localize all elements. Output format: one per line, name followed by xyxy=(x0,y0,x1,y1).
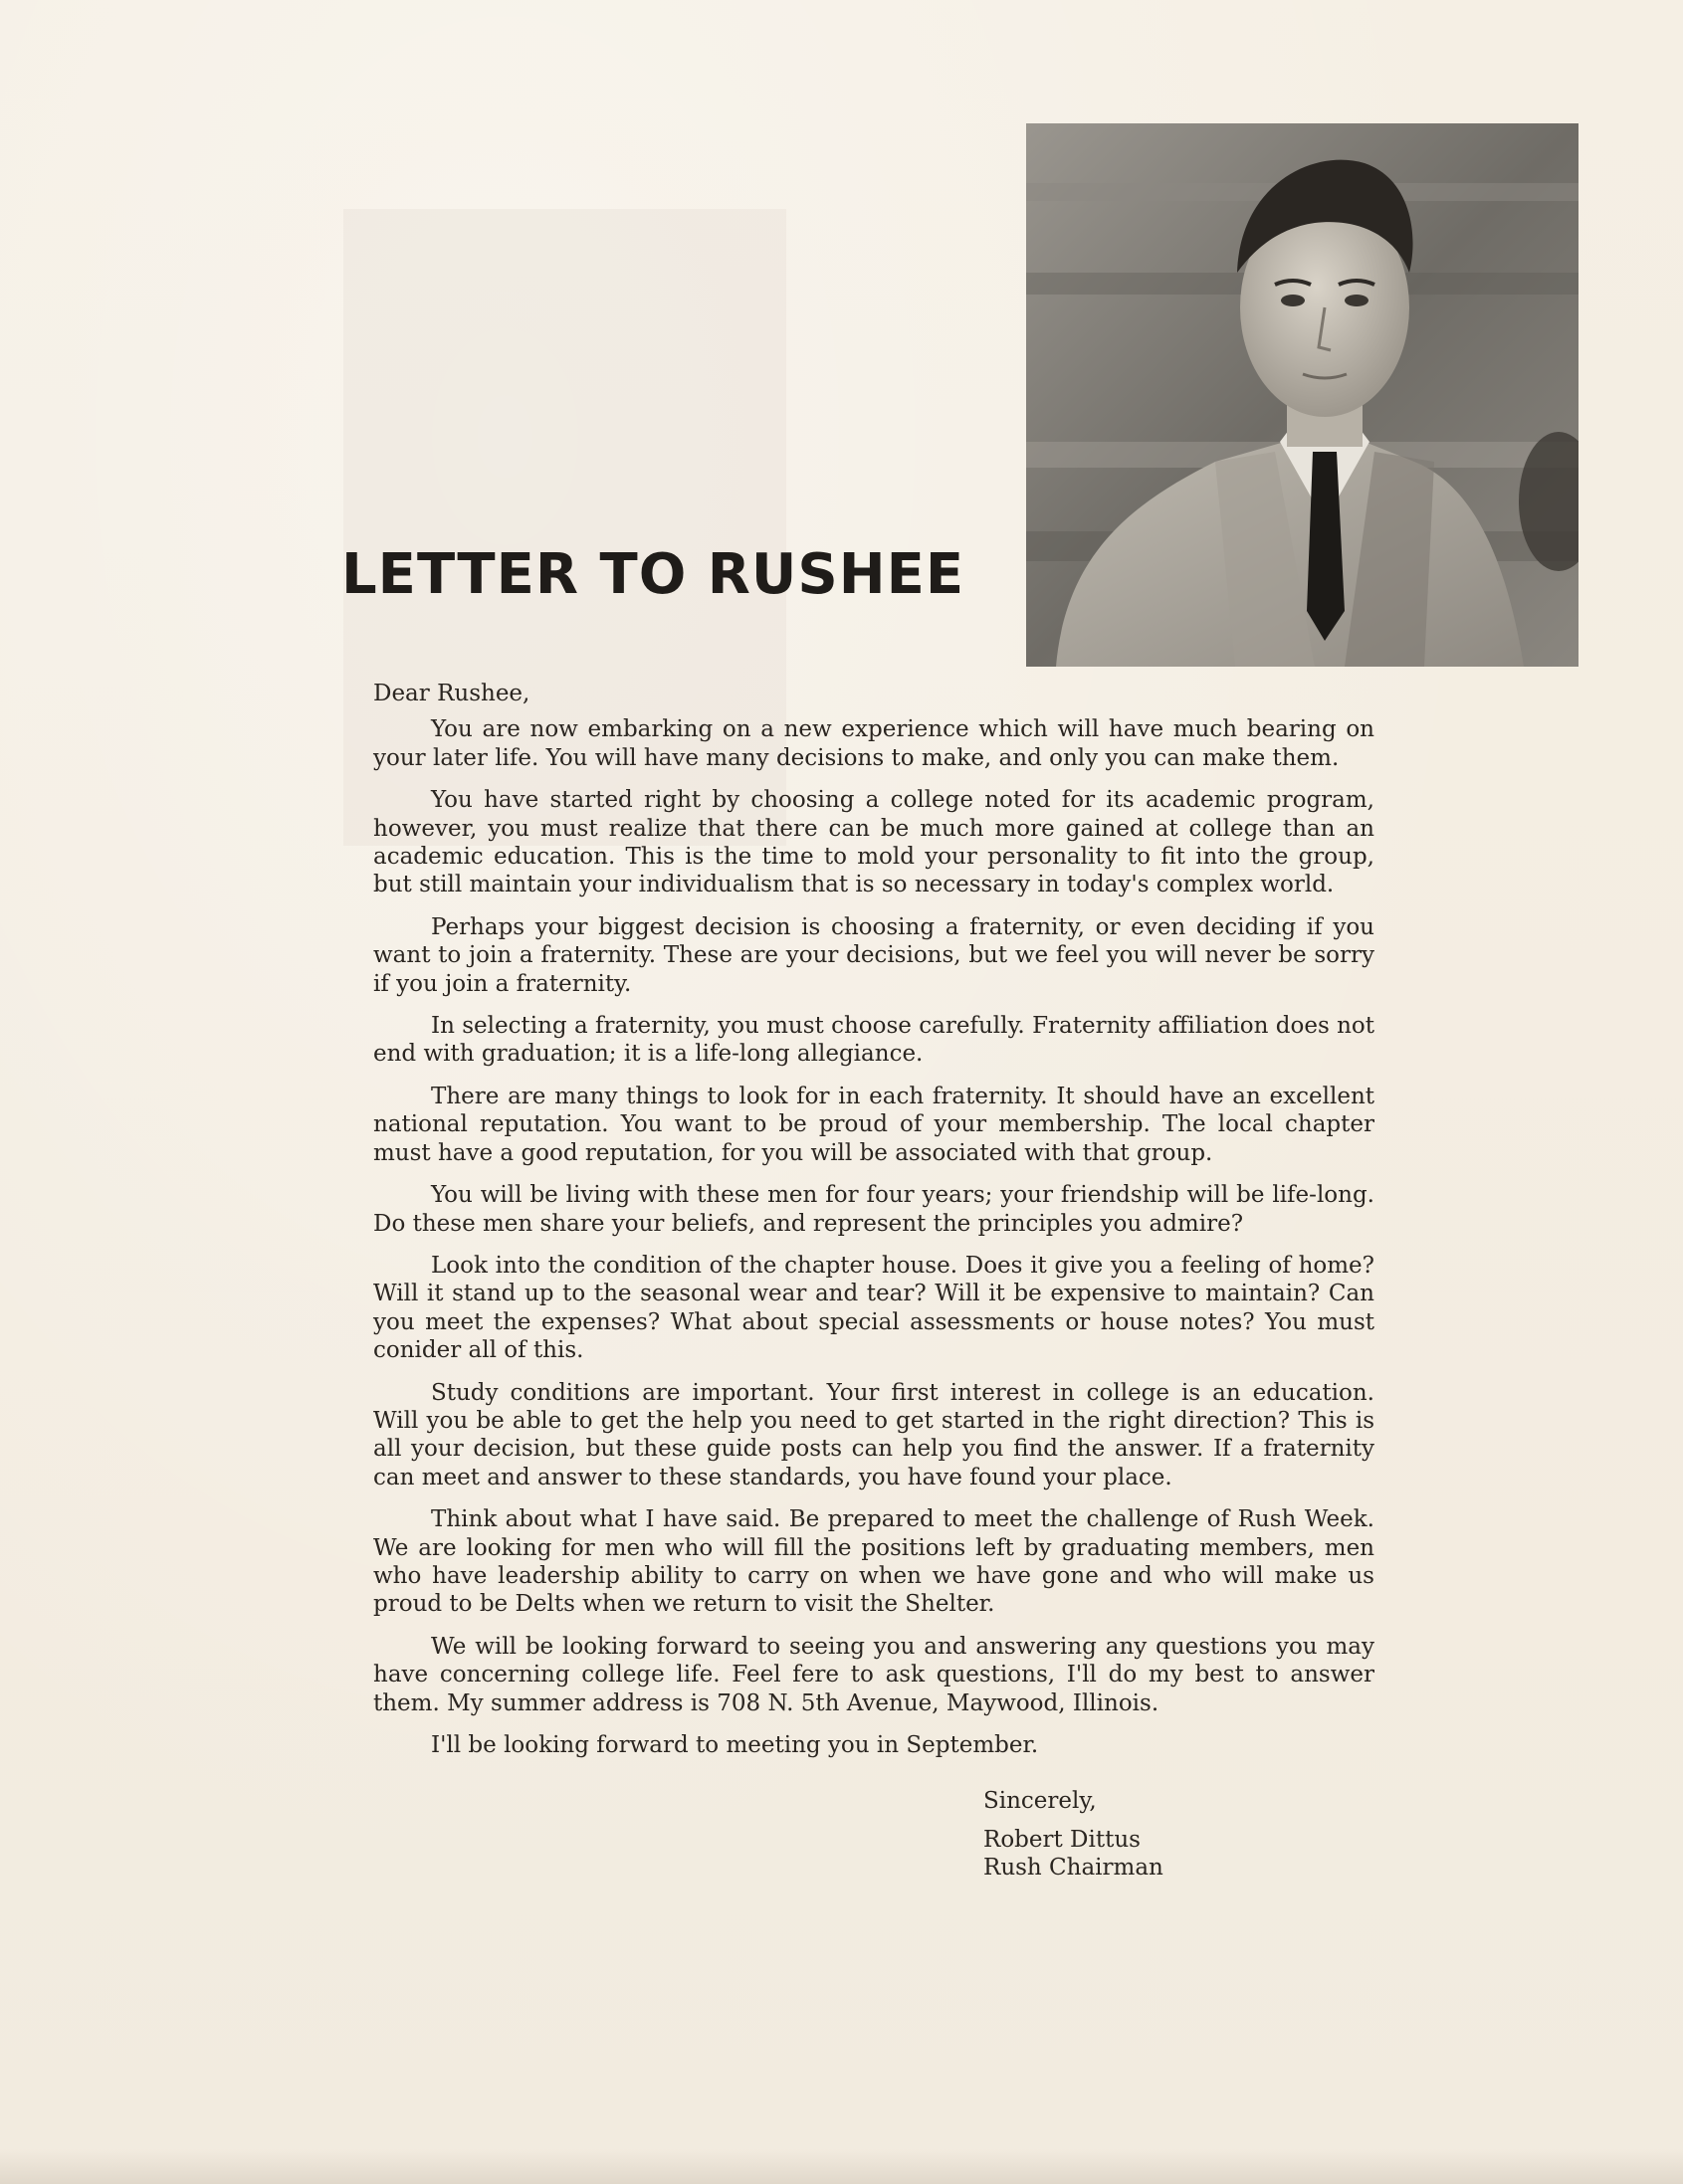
page-title: LETTER TO RUSHEE xyxy=(341,542,965,607)
paragraph: There are many things to look for in each fraternity. It should have an excellent national reputation. You want to be proud of your membership. The local chapter must have a good reputation, for you will be associated with that group. xyxy=(373,1083,1374,1166)
page-bottom-edge xyxy=(0,2149,1683,2184)
paragraph: You will be living with these men for four years; your friendship will be life-long. Do these men share your beliefs, and represent the principles you admire? xyxy=(373,1182,1374,1237)
paragraph: You are now embarking on a new experience which will have much bearing on your later life. You will have many decisions to make, and only you can make them. xyxy=(373,716,1374,771)
salutation: Dear Rushee, xyxy=(373,681,530,706)
paragraph: In selecting a fraternity, you must choose carefully. Fraternity affiliation does not end with graduation; it is a life-long allegiance. xyxy=(373,1013,1374,1068)
paragraph: Study conditions are important. Your first interest in college is an education. Will you be able to get the help you need to get started in the right direction? This is all your decision, but these guide posts can help you find the answer. If a fraternity can meet and answer to these standards, you have found your place. xyxy=(373,1379,1374,1490)
paragraph: Think about what I have said. Be prepared to meet the challenge of Rush Week. We are looking for men who will fill the positions left by graduating members, men who have leadership ability to carry on when we have gone and who will make us proud to be Delts when we return to visit the Shelter. xyxy=(373,1506,1374,1618)
signature-name: Robert Dittus xyxy=(983,1826,1141,1853)
portrait-photo xyxy=(1026,123,1578,667)
paragraph: Look into the condition of the chapter house. Does it give you a feeling of home? Will it stand up to the seasonal wear and tear? Will it be expensive to maintain? Can you meet the expenses? What about special assessments or house notes? You must conider all of this. xyxy=(373,1252,1374,1364)
paragraph: We will be looking forward to seeing you and answering any questions you may have concerning college life. Feel fere to ask questions, I'll do my best to answer them. My summer address is 708 N. 5th Avenue, Maywood, Illinois. xyxy=(373,1633,1374,1716)
letter-body xyxy=(373,680,1374,1883)
paragraph: I'll be looking forward to meeting you in September. xyxy=(431,1732,1039,1758)
paragraph: Perhaps your biggest decision is choosing a fraternity, or even deciding if you want to join a fraternity. These are your decisions, but we feel you will never be sorry if you join a fraternity. xyxy=(373,913,1374,997)
letter-closing xyxy=(983,1787,1374,1882)
closing-phrase: Sincerely, xyxy=(983,1788,1097,1815)
paragraph: You have started right by choosing a college noted for its academic program, however, you must realize that there can be much more gained at college than an academic education. This is the time to mold your personality to fit into the group, but still maintain your individualism that is so necessary in today's complex world. xyxy=(373,787,1374,898)
signature-title: Rush Chairman xyxy=(983,1855,1163,1882)
